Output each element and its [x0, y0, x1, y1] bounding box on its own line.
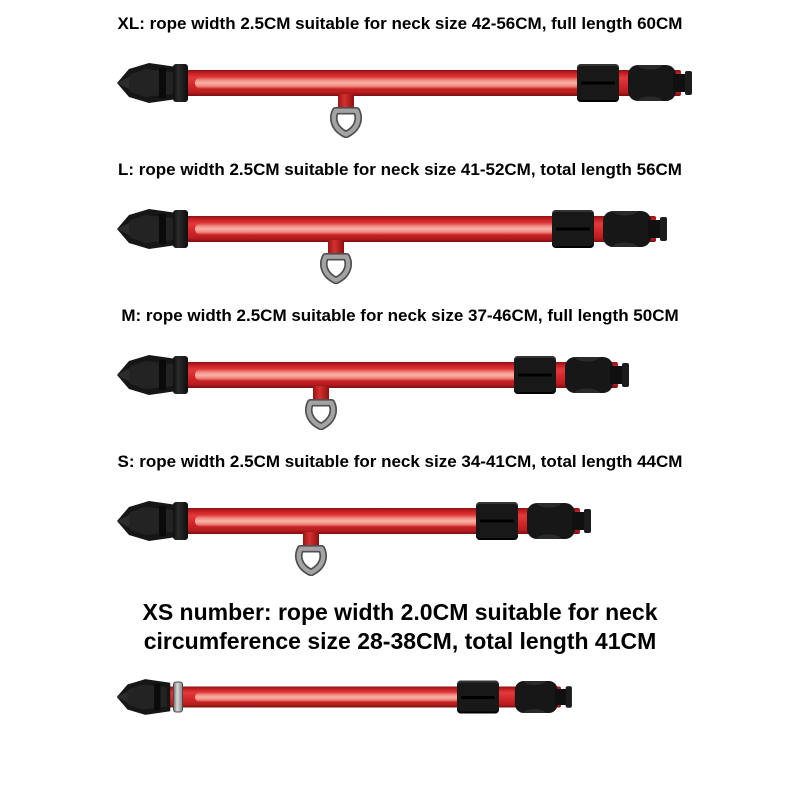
- buckle-male-icon: [115, 677, 172, 718]
- collar-graphic: [115, 204, 668, 254]
- metal-slip-ring: [173, 682, 183, 713]
- buckle-female-icon: [602, 206, 668, 252]
- collar-size-row: [0, 306, 800, 440]
- collar-list: [0, 14, 800, 726]
- collar-photo: [0, 350, 800, 440]
- size-label: M: rope width 2.5CM suitable for neck size 37-46CM, full length 50CM: [121, 306, 679, 325]
- buckle-female-icon: [564, 352, 630, 398]
- led-stripe: [195, 369, 526, 381]
- size-label: XL: rope width 2.5CM suitable for neck size 42-56CM, full length 60CM: [117, 14, 683, 33]
- collar-graphic: [115, 675, 573, 720]
- size-label: S: rope width 2.5CM suitable for neck size 34-41CM, total length 44CM: [117, 452, 683, 471]
- collar-size-row: [0, 452, 800, 586]
- d-ring-icon: [302, 398, 340, 430]
- d-ring-icon: [317, 252, 355, 284]
- strap-keeper: [173, 502, 188, 540]
- collar-photo: [0, 675, 800, 726]
- size-label: L: rope width 2.5CM suitable for neck size 41-52CM, total length 56CM: [118, 160, 682, 179]
- strap-keeper: [173, 356, 188, 394]
- tri-glide-adjuster: [577, 64, 619, 102]
- led-stripe: [195, 77, 589, 89]
- buckle-male-icon: [115, 352, 179, 398]
- buckle-male-icon: [115, 60, 179, 106]
- tri-glide-adjuster: [457, 681, 499, 714]
- tri-glide-adjuster: [514, 356, 556, 394]
- collar-size-row: [0, 160, 800, 294]
- led-stripe: [195, 693, 469, 703]
- collar-graphic: [115, 58, 693, 108]
- tri-glide-adjuster: [552, 210, 594, 248]
- d-ring-icon: [327, 106, 365, 138]
- buckle-female-icon: [627, 60, 693, 106]
- collar-photo: [0, 496, 800, 586]
- size-label: XS number: rope width 2.0CM suitable for neck circumference size 28-38CM, total length 41CM: [142, 599, 658, 655]
- collar-photo: [0, 58, 800, 148]
- buckle-male-icon: [115, 498, 179, 544]
- collar-size-row: [0, 14, 800, 148]
- strap-keeper: [173, 210, 188, 248]
- buckle-female-icon: [526, 498, 592, 544]
- collar-graphic: [115, 496, 592, 546]
- strap-keeper: [173, 64, 188, 102]
- buckle-male-icon: [115, 206, 179, 252]
- collar-graphic: [115, 350, 630, 400]
- collar-photo: [0, 204, 800, 294]
- collar-size-row: [0, 598, 800, 726]
- tri-glide-adjuster: [476, 502, 518, 540]
- d-ring-icon: [292, 544, 330, 576]
- led-stripe: [195, 515, 488, 527]
- led-stripe: [195, 223, 564, 235]
- buckle-female-icon: [514, 677, 573, 718]
